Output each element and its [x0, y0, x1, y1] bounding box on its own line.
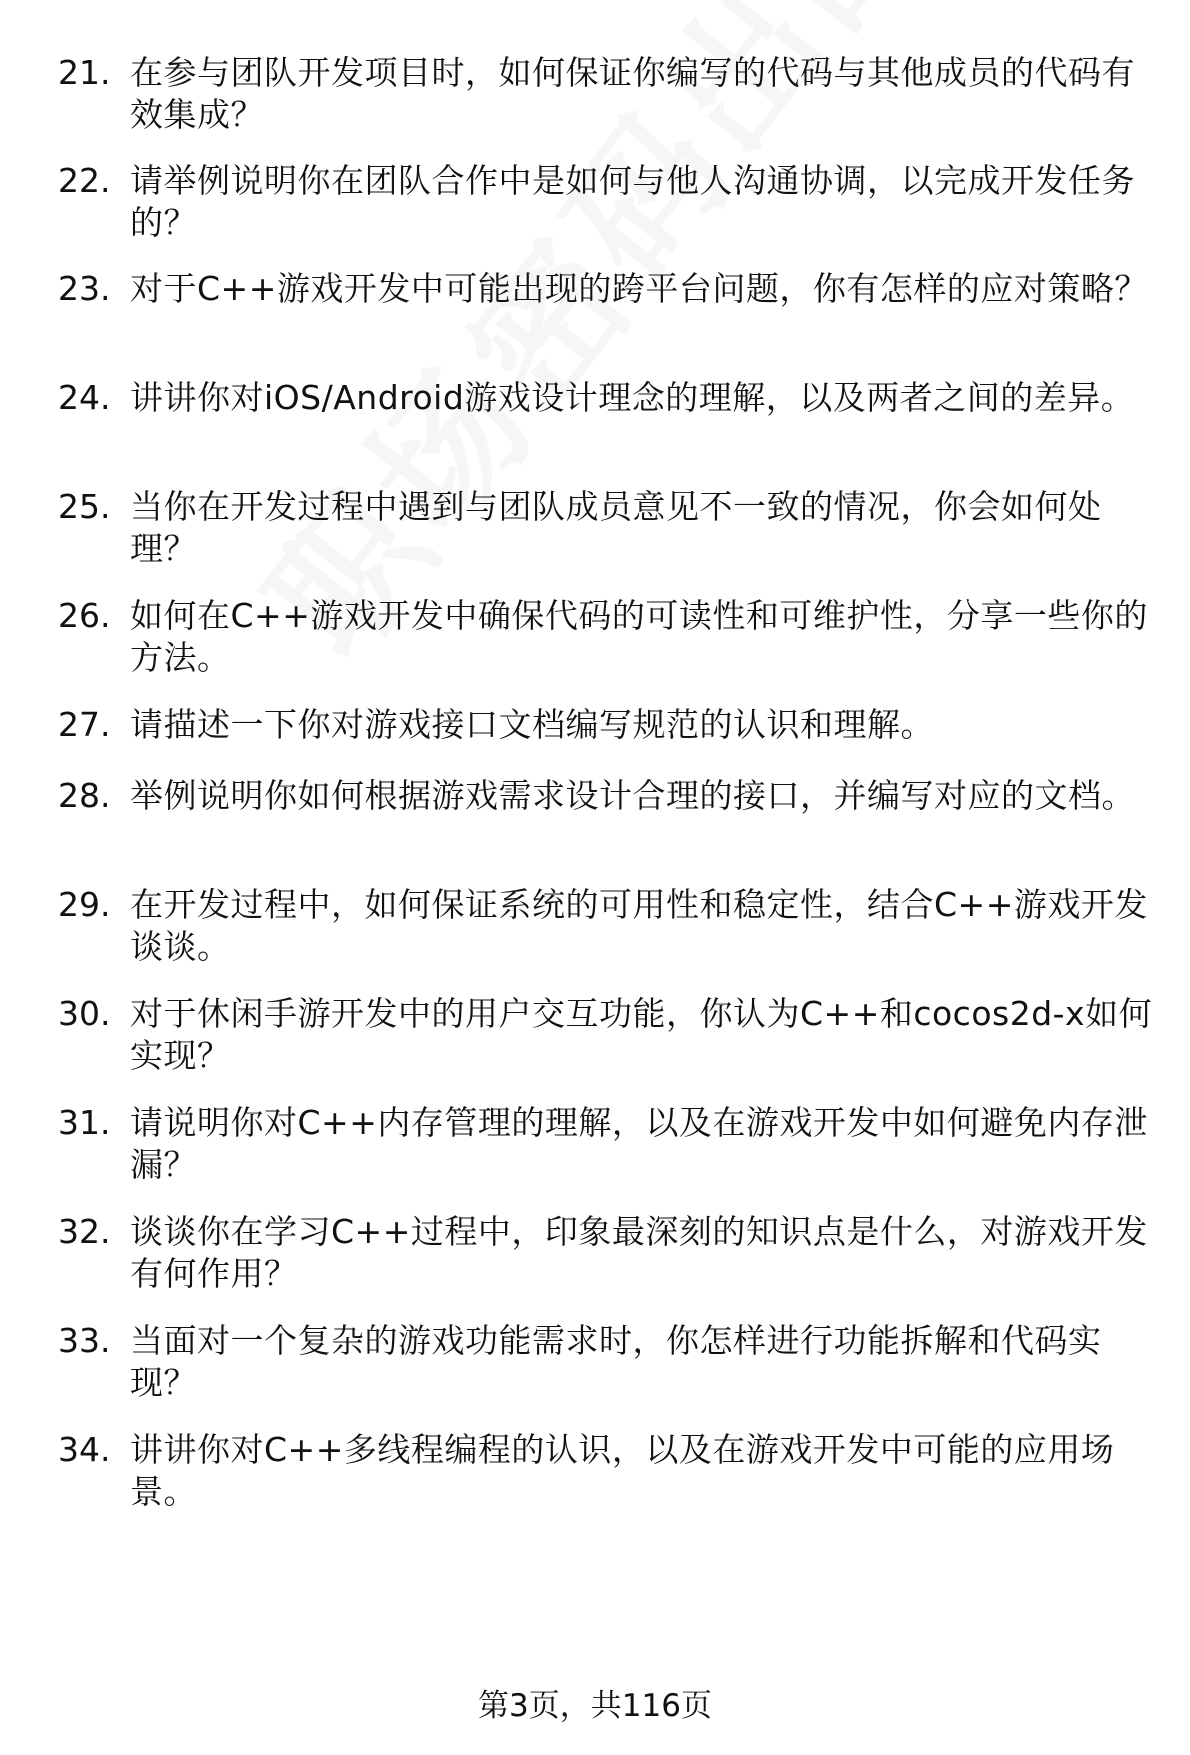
question-item: [58, 1320, 1168, 1404]
question-text: 谈谈你在学习C++过程中，印象最深刻的知识点是什么，对游戏开发有何作用？: [130, 1212, 1148, 1293]
question-item: [58, 884, 1168, 968]
page-footer: 第3页，共116页: [478, 1688, 712, 1724]
question-text: 讲讲你对C++多线程编程的认识，以及在游戏开发中可能的应用场景。: [130, 1430, 1115, 1511]
question-text: 在参与团队开发项目时，如何保证你编写的代码与其他成员的代码有效集成？: [130, 53, 1135, 134]
question-text: 当你在开发过程中遇到与团队成员意见不一致的情况，你会如何处理？: [130, 487, 1102, 568]
question-item: [58, 1211, 1168, 1295]
question-text: 对于C++游戏开发中可能出现的跨平台问题，你有怎样的应对策略？: [130, 269, 1148, 308]
question-number: 32.: [58, 1212, 111, 1251]
question-item: [58, 993, 1168, 1077]
question-item: [58, 486, 1168, 570]
question-item: [58, 160, 1168, 244]
question-item: [58, 775, 1168, 817]
question-text: 对于休闲手游开发中的用户交互功能，你认为C++和cocos2d-x如何实现？: [130, 994, 1153, 1075]
question-item: [58, 52, 1168, 136]
question-item: [58, 1429, 1168, 1513]
question-number: 22.: [58, 161, 111, 200]
question-item: [58, 268, 1168, 310]
question-text: 在开发过程中，如何保证系统的可用性和稳定性，结合C++游戏开发谈谈。: [130, 885, 1148, 966]
question-number: 26.: [58, 596, 111, 635]
question-item: [58, 595, 1168, 679]
question-number: 25.: [58, 487, 111, 526]
question-number: 31.: [58, 1103, 111, 1142]
question-item: [58, 377, 1168, 419]
question-number: 34.: [58, 1430, 111, 1469]
question-text: 请举例说明你在团队合作中是如何与他人沟通协调，以完成开发任务的？: [130, 161, 1135, 242]
question-item: [58, 1102, 1168, 1186]
question-text: 如何在C++游戏开发中确保代码的可读性和可维护性，分享一些你的方法。: [130, 596, 1148, 677]
question-text: 举例说明你如何根据游戏需求设计合理的接口，并编写对应的文档。: [130, 776, 1135, 815]
question-number: 33.: [58, 1321, 111, 1360]
question-number: 24.: [58, 378, 111, 417]
question-text: 请描述一下你对游戏接口文档编写规范的认识和理解。: [130, 705, 934, 744]
question-number: 27.: [58, 705, 111, 744]
question-number: 28.: [58, 776, 111, 815]
question-number: 23.: [58, 269, 111, 308]
question-item: [58, 704, 1168, 746]
question-text: 当面对一个复杂的游戏功能需求时，你怎样进行功能拆解和代码实现？: [130, 1321, 1102, 1402]
question-number: 29.: [58, 885, 111, 924]
question-number: 21.: [58, 53, 111, 92]
question-text: 讲讲你对iOS/Android游戏设计理念的理解，以及两者之间的差异。: [130, 378, 1135, 417]
question-number: 30.: [58, 994, 111, 1033]
question-text: 请说明你对C++内存管理的理解，以及在游戏开发中如何避免内存泄漏？: [130, 1103, 1148, 1184]
